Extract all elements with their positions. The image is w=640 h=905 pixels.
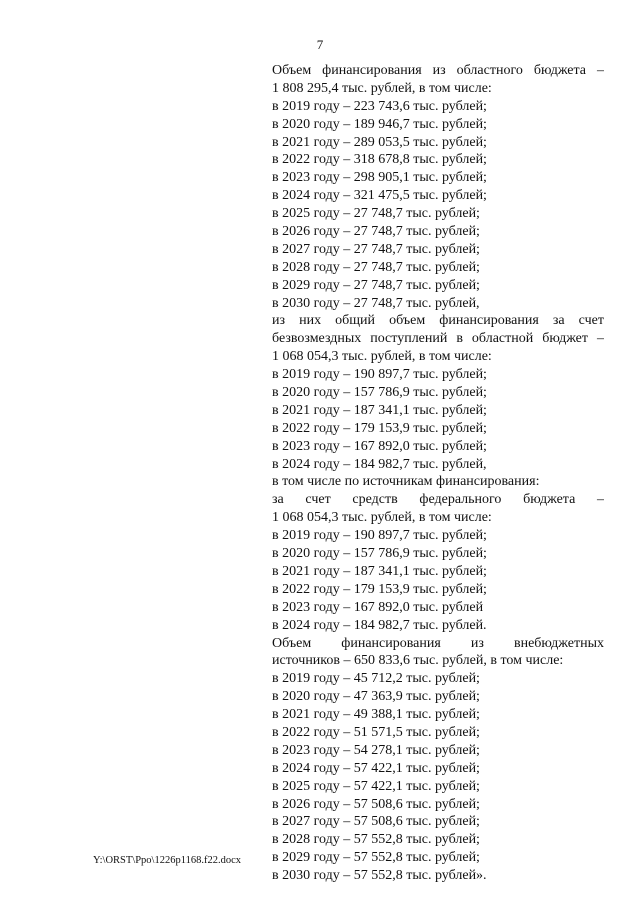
text-line: в 2024 году – 184 982,7 тыс. рублей.	[272, 617, 487, 633]
text-line: в 2029 году – 57 552,8 тыс. рублей;	[272, 850, 480, 866]
text-line: в 2023 году – 167 892,0 тыс. рублей;	[272, 438, 487, 454]
text-line: в 2022 году – 51 571,5 тыс. рублей;	[272, 724, 480, 740]
text-line: в 2023 году – 298 905,1 тыс. рублей;	[272, 170, 487, 186]
text-line: Объем финансирования из областного бюджета –	[272, 63, 604, 78]
text-line: в 2019 году – 190 897,7 тыс. рублей;	[272, 528, 487, 544]
text-line: в 2022 году – 179 153,9 тыс. рублей;	[272, 581, 487, 597]
text-line: в 2025 году – 27 748,7 тыс. рублей;	[272, 206, 480, 222]
text-line: в 2025 году – 57 422,1 тыс. рублей;	[272, 778, 480, 794]
text-line: в 2021 году – 289 053,5 тыс. рублей;	[272, 134, 487, 150]
text-line: в 2020 году – 189 946,7 тыс. рублей;	[272, 116, 487, 132]
text-line: в 2021 году – 187 341,1 тыс. рублей;	[272, 402, 487, 418]
text-line: в 2021 году – 187 341,1 тыс. рублей;	[272, 563, 487, 579]
text-line: в 2020 году – 157 786,9 тыс. рублей;	[272, 385, 487, 401]
text-line: в 2021 году – 49 388,1 тыс. рублей;	[272, 707, 480, 723]
text-line: в 2029 году – 27 748,7 тыс. рублей;	[272, 277, 480, 293]
page-number: 7	[316, 37, 324, 52]
text-line: в 2028 году – 27 748,7 тыс. рублей;	[272, 259, 480, 275]
text-line: безвозмездных поступлений в областной бюджет –	[272, 331, 604, 347]
text-line: в 2019 году – 45 712,2 тыс. рублей;	[272, 671, 480, 687]
text-line: в 2028 году – 57 552,8 тыс. рублей;	[272, 832, 480, 848]
text-line: из них общий объем финансирования за счет	[272, 313, 604, 329]
text-line: 1 068 054,3 тыс. рублей, в том числе:	[272, 349, 492, 365]
text-line: в 2019 году – 190 897,7 тыс. рублей;	[272, 367, 487, 383]
text-line: в 2023 году – 167 892,0 тыс. рублей	[272, 599, 484, 615]
text-line: в 2024 году – 321 475,5 тыс. рублей;	[272, 188, 487, 204]
text-line: в 2020 году – 47 363,9 тыс. рублей;	[272, 689, 480, 705]
text-line: в 2020 году – 157 786,9 тыс. рублей;	[272, 546, 487, 562]
text-line: в 2024 году – 57 422,1 тыс. рублей;	[272, 760, 480, 776]
file-path-footer: Y:\ORST\Ppo\1226p1168.f22.docx	[93, 855, 241, 866]
text-line: в 2023 году – 54 278,1 тыс. рублей;	[272, 742, 480, 758]
text-line: в 2030 году – 57 552,8 тыс. рублей».	[272, 868, 487, 884]
text-line: 1 808 295,4 тыс. рублей, в том числе:	[272, 80, 492, 96]
financing-text-block	[272, 62, 604, 885]
text-line: в 2027 году – 27 748,7 тыс. рублей;	[272, 241, 480, 257]
text-line: в 2022 году – 318 678,8 тыс. рублей;	[272, 152, 487, 168]
text-line: в 2026 году – 27 748,7 тыс. рублей;	[272, 224, 480, 240]
text-line: в 2026 году – 57 508,6 тыс. рублей;	[272, 796, 480, 812]
text-line: в 2022 году – 179 153,9 тыс. рублей;	[272, 420, 487, 436]
text-line: в 2030 году – 27 748,7 тыс. рублей,	[272, 295, 480, 311]
text-line: в 2024 году – 184 982,7 тыс. рублей,	[272, 456, 487, 472]
text-line: источников – 650 833,6 тыс. рублей, в том числе:	[272, 653, 564, 669]
text-line: в 2027 году – 57 508,6 тыс. рублей;	[272, 814, 480, 830]
text-line: в том числе по источникам финансирования:	[272, 474, 540, 490]
text-line: за счет средств федерального бюджета –	[272, 492, 604, 508]
text-line: Объем финансирования из внебюджетных	[272, 635, 604, 651]
text-line: в 2019 году – 223 743,6 тыс. рублей;	[272, 98, 487, 114]
text-line: 1 068 054,3 тыс. рублей, в том числе:	[272, 510, 492, 526]
